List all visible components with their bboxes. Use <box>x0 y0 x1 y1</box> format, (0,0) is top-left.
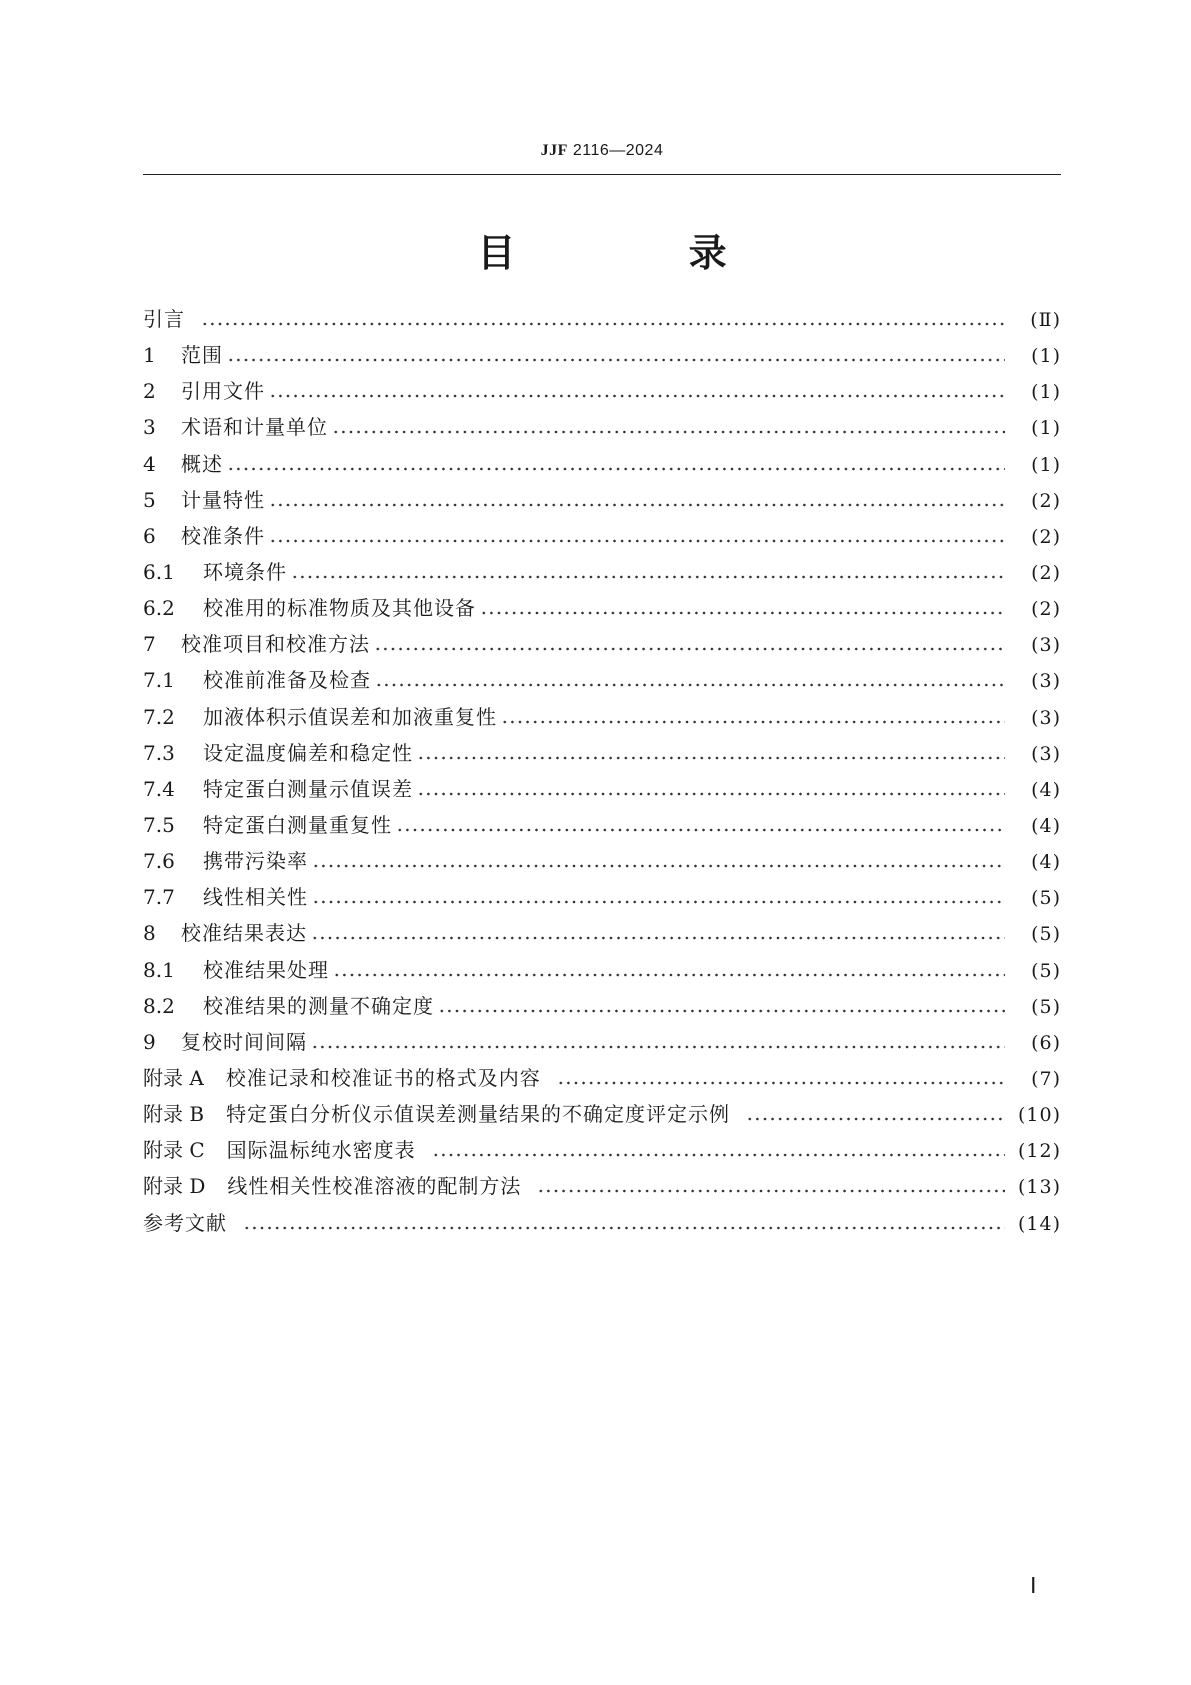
toc-entry-title: 线性相关性 <box>203 885 308 910</box>
toc-entry-number: 5 <box>143 487 156 512</box>
page-title: 目 录 <box>477 231 807 275</box>
toc-entry[interactable] <box>143 881 1061 917</box>
dot-leader <box>227 345 1005 363</box>
toc-entry-page: (5) <box>1031 959 1061 982</box>
toc-entry[interactable] <box>143 1170 1061 1206</box>
dot-leader <box>269 381 1005 399</box>
toc-entry[interactable] <box>143 375 1061 411</box>
toc-entry-page: (4) <box>1031 851 1061 874</box>
toc-entry-title: 国际温标纯水密度表 <box>226 1138 416 1163</box>
toc-entry[interactable] <box>143 917 1061 953</box>
toc-entry-title: 引用文件 <box>181 379 265 404</box>
toc-entry[interactable] <box>143 1207 1061 1243</box>
toc-entry[interactable] <box>143 701 1061 737</box>
toc-entry-page: (1) <box>1031 453 1061 476</box>
toc-entry-number: 8.2 <box>143 993 175 1018</box>
toc-entry-title: 校准结果的测量不确定度 <box>203 993 434 1018</box>
dot-leader <box>243 1213 1005 1231</box>
toc-entry[interactable] <box>143 520 1061 556</box>
toc-entry-number: 7.1 <box>143 668 175 693</box>
toc-entry-title: 校准用的标准物质及其他设备 <box>203 596 476 621</box>
toc-entry-page: (Ⅱ) <box>1030 309 1061 331</box>
toc-entry-page: (5) <box>1031 995 1061 1018</box>
dot-leader <box>201 309 1005 327</box>
toc-entry-number: 附录 A <box>143 1065 204 1090</box>
dot-leader <box>480 598 1005 616</box>
toc-entry[interactable] <box>143 809 1061 845</box>
toc-entry-number: 附录 B <box>143 1102 205 1127</box>
document-code-header <box>143 142 1061 160</box>
toc-entry-title: 线性相关性校准溶液的配制方法 <box>227 1174 522 1199</box>
toc-entry-number: 6 <box>143 523 156 548</box>
toc-entry-number: 7.2 <box>143 704 175 729</box>
toc-entry[interactable] <box>143 1026 1061 1062</box>
toc-entry-page: (3) <box>1031 670 1061 693</box>
toc-entry-title: 校准条件 <box>181 523 265 548</box>
dot-leader <box>396 815 1005 833</box>
toc-entry[interactable] <box>143 990 1061 1026</box>
toc-entry-title: 参考文献 <box>143 1210 227 1235</box>
dot-leader <box>432 1140 1005 1158</box>
dot-leader <box>269 490 1005 508</box>
toc-entry-page: (1) <box>1031 417 1061 440</box>
dot-leader <box>312 887 1005 905</box>
dot-leader <box>375 670 1005 688</box>
toc-entry-page: (7) <box>1031 1067 1061 1090</box>
toc-entry-number: 6.2 <box>143 596 175 621</box>
toc-entry-number: 8.1 <box>143 957 175 982</box>
toc-entry-title: 特定蛋白测量示值误差 <box>203 776 413 801</box>
toc-entry-page: (3) <box>1031 706 1061 729</box>
toc-entry[interactable] <box>143 303 1061 339</box>
toc-entry-title: 特定蛋白分析仪示值误差测量结果的不确定度评定示例 <box>226 1102 731 1127</box>
toc-entry-page: (3) <box>1031 742 1061 765</box>
document-code-prefix: JJF <box>540 142 568 159</box>
toc-entry-title: 概述 <box>181 451 223 476</box>
dot-leader <box>227 454 1005 472</box>
toc-entry[interactable] <box>143 954 1061 990</box>
toc-entry[interactable] <box>143 628 1061 664</box>
toc-entry-page: (2) <box>1031 489 1061 512</box>
toc-entry-page: (2) <box>1031 525 1061 548</box>
toc-entry[interactable] <box>143 484 1061 520</box>
toc-entry-number: 9 <box>143 1029 156 1054</box>
toc-entry-title: 环境条件 <box>203 559 287 584</box>
toc-entry[interactable] <box>143 1134 1061 1170</box>
toc-entry-number: 4 <box>143 451 156 476</box>
dot-leader <box>332 417 1005 435</box>
toc-entry-title: 术语和计量单位 <box>181 415 328 440</box>
dot-leader <box>501 707 1005 725</box>
toc-entry-title: 特定蛋白测量重复性 <box>203 812 392 837</box>
toc-entry[interactable] <box>143 664 1061 700</box>
toc-entry-number: 7.5 <box>143 812 175 837</box>
toc-entry-number: 1 <box>143 343 156 368</box>
toc-entry[interactable] <box>143 773 1061 809</box>
dot-leader <box>417 779 1005 797</box>
toc-entry-title: 校准项目和校准方法 <box>181 632 370 657</box>
toc-entry-number: 附录 D <box>143 1174 206 1199</box>
dot-leader <box>312 851 1005 869</box>
toc-entry-number: 6.1 <box>143 559 175 584</box>
toc-entry-number: 7.3 <box>143 740 175 765</box>
toc-entry-title: 范围 <box>181 343 223 368</box>
toc-entry-page: (4) <box>1031 814 1061 837</box>
toc-entry[interactable] <box>143 592 1061 628</box>
toc-entry-number: 7 <box>143 632 156 657</box>
toc-entry-title: 校准记录和校准证书的格式及内容 <box>225 1065 541 1090</box>
toc-entry-number: 附录 C <box>143 1138 205 1163</box>
toc-entry-page: (3) <box>1031 634 1061 657</box>
dot-leader <box>311 923 1005 941</box>
toc-entry-page: (5) <box>1031 887 1061 910</box>
dot-leader <box>291 562 1005 580</box>
toc-entry-page: (5) <box>1031 923 1061 946</box>
toc-entry[interactable] <box>143 411 1061 447</box>
dot-leader <box>438 996 1005 1014</box>
dot-leader <box>417 743 1005 761</box>
toc-entry-number: 7.6 <box>143 849 175 874</box>
table-of-contents <box>143 303 1061 1243</box>
toc-entry-number: 3 <box>143 415 156 440</box>
toc-entry-page: (1) <box>1031 345 1061 368</box>
toc-entry-title: 设定温度偏差和稳定性 <box>203 740 413 765</box>
document-code-number: 2116—2024 <box>567 142 664 159</box>
toc-entry-number: 7.7 <box>143 885 175 910</box>
toc-entry[interactable] <box>143 1062 1061 1098</box>
dot-leader <box>333 960 1005 978</box>
toc-entry-number: 8 <box>143 921 156 946</box>
dot-leader <box>537 1176 1005 1194</box>
toc-entry-title: 校准结果处理 <box>203 957 329 982</box>
toc-entry-page: (2) <box>1031 598 1061 621</box>
toc-entry[interactable] <box>143 556 1061 592</box>
toc-entry-page: (6) <box>1031 1031 1061 1054</box>
toc-entry[interactable] <box>143 737 1061 773</box>
toc-entry[interactable] <box>143 845 1061 881</box>
toc-entry-title: 校准结果表达 <box>181 921 307 946</box>
toc-entry-page: (14) <box>1017 1212 1061 1235</box>
toc-entry-page: (13) <box>1017 1176 1061 1199</box>
toc-entry[interactable] <box>143 1098 1061 1134</box>
page-number: Ⅰ <box>1030 1573 1037 1598</box>
toc-entry-title: 校准前准备及检查 <box>203 668 371 693</box>
toc-entry-title: 计量特性 <box>181 487 265 512</box>
header-rule <box>143 174 1061 175</box>
toc-entry-page: (12) <box>1017 1140 1061 1163</box>
toc-entry-number: 2 <box>143 379 156 404</box>
toc-entry-page: (10) <box>1017 1104 1061 1127</box>
toc-entry-title: 加液体积示值误差和加液重复性 <box>203 704 497 729</box>
dot-leader <box>311 1032 1005 1050</box>
toc-entry[interactable] <box>143 448 1061 484</box>
dot-leader <box>557 1068 1005 1086</box>
toc-entry-title: 携带污染率 <box>203 849 308 874</box>
toc-entry-page: (1) <box>1031 381 1061 404</box>
toc-entry[interactable] <box>143 339 1061 375</box>
dot-leader <box>269 526 1005 544</box>
toc-entry-number: 7.4 <box>143 776 175 801</box>
toc-entry-page: (4) <box>1031 778 1061 801</box>
toc-entry-title: 复校时间间隔 <box>181 1029 307 1054</box>
dot-leader <box>746 1104 1005 1122</box>
toc-entry-page: (2) <box>1031 561 1061 584</box>
toc-entry-title: 引言 <box>143 307 185 331</box>
dot-leader <box>374 634 1005 652</box>
